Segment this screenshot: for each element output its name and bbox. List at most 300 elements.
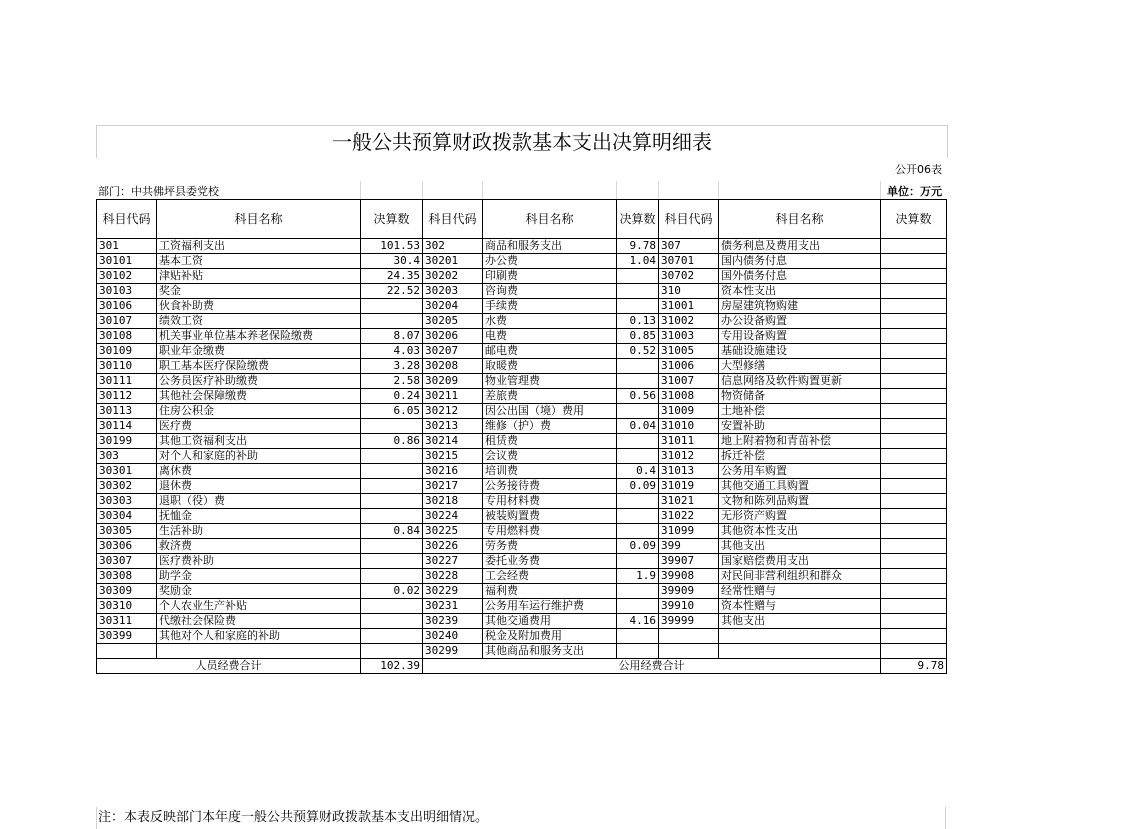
code-cell: 30309 bbox=[97, 584, 157, 599]
name-cell: 医疗费补助 bbox=[157, 554, 361, 569]
table-row bbox=[97, 584, 947, 599]
code-cell: 31005 bbox=[659, 344, 719, 359]
name-cell: 大型修缮 bbox=[719, 359, 881, 374]
public-total-value: 9.78 bbox=[881, 659, 947, 674]
amount-cell bbox=[617, 359, 659, 374]
personnel-total-label: 人员经费合计 bbox=[97, 659, 361, 674]
code-cell: 39999 bbox=[659, 614, 719, 629]
name-cell: 文物和陈列品购置 bbox=[719, 494, 881, 509]
name-cell: 公务用车购置 bbox=[719, 464, 881, 479]
code-cell: 31010 bbox=[659, 419, 719, 434]
amount-cell: 0.84 bbox=[361, 524, 423, 539]
name-cell: 公务接待费 bbox=[483, 479, 617, 494]
code-cell: 30311 bbox=[97, 614, 157, 629]
amount-cell: 101.53 bbox=[361, 239, 423, 254]
name-cell: 工会经费 bbox=[483, 569, 617, 584]
code-cell: 30202 bbox=[423, 269, 483, 284]
amount-cell bbox=[361, 539, 423, 554]
code-cell: 30226 bbox=[423, 539, 483, 554]
name-cell: 离休费 bbox=[157, 464, 361, 479]
name-cell: 房屋建筑物购建 bbox=[719, 299, 881, 314]
column-header: 决算数 bbox=[361, 200, 423, 239]
amount-cell bbox=[881, 374, 947, 389]
amount-cell bbox=[881, 389, 947, 404]
name-cell: 办公费 bbox=[483, 254, 617, 269]
code-cell: 30229 bbox=[423, 584, 483, 599]
name-cell: 信息网络及软件购置更新 bbox=[719, 374, 881, 389]
name-cell: 其他商品和服务支出 bbox=[483, 644, 617, 659]
amount-cell bbox=[361, 299, 423, 314]
code-cell: 30228 bbox=[423, 569, 483, 584]
name-cell: 劳务费 bbox=[483, 539, 617, 554]
name-cell: 其他对个人和家庭的补助 bbox=[157, 629, 361, 644]
name-cell: 其他支出 bbox=[719, 539, 881, 554]
code-cell: 30205 bbox=[423, 314, 483, 329]
amount-cell bbox=[361, 614, 423, 629]
name-cell: 奖金 bbox=[157, 284, 361, 299]
code-cell: 30111 bbox=[97, 374, 157, 389]
name-cell: 商品和服务支出 bbox=[483, 239, 617, 254]
table-body bbox=[97, 239, 947, 659]
amount-cell bbox=[881, 269, 947, 284]
amount-cell bbox=[881, 629, 947, 644]
code-cell: 30204 bbox=[423, 299, 483, 314]
name-cell: 其他资本性支出 bbox=[719, 524, 881, 539]
name-cell: 职工基本医疗保险缴费 bbox=[157, 359, 361, 374]
amount-cell bbox=[617, 404, 659, 419]
amount-cell bbox=[361, 644, 423, 659]
amount-cell bbox=[881, 359, 947, 374]
amount-cell bbox=[881, 344, 947, 359]
code-cell: 30113 bbox=[97, 404, 157, 419]
table-row bbox=[97, 479, 947, 494]
amount-cell bbox=[361, 494, 423, 509]
name-cell: 因公出国（境）费用 bbox=[483, 404, 617, 419]
name-cell: 奖励金 bbox=[157, 584, 361, 599]
name-cell: 代缴社会保险费 bbox=[157, 614, 361, 629]
name-cell: 伙食补助费 bbox=[157, 299, 361, 314]
amount-cell bbox=[881, 524, 947, 539]
footnote: 注：本表反映部门本年度一般公共预算财政拨款基本支出明细情况。 bbox=[98, 810, 489, 825]
table-row bbox=[97, 284, 947, 299]
table-row bbox=[97, 539, 947, 554]
name-cell: 基本工资 bbox=[157, 254, 361, 269]
grid-line bbox=[422, 181, 423, 199]
name-cell: 其他工资福利支出 bbox=[157, 434, 361, 449]
code-cell: 31019 bbox=[659, 479, 719, 494]
table-row bbox=[97, 344, 947, 359]
grid-line bbox=[658, 181, 659, 199]
amount-cell bbox=[881, 419, 947, 434]
code-cell: 307 bbox=[659, 239, 719, 254]
amount-cell bbox=[361, 449, 423, 464]
amount-cell bbox=[617, 629, 659, 644]
name-cell: 基础设施建设 bbox=[719, 344, 881, 359]
name-cell: 租赁费 bbox=[483, 434, 617, 449]
name-cell: 其他交通工具购置 bbox=[719, 479, 881, 494]
name-cell: 救济费 bbox=[157, 539, 361, 554]
amount-cell: 4.03 bbox=[361, 344, 423, 359]
name-cell: 退职（役）费 bbox=[157, 494, 361, 509]
code-cell: 31021 bbox=[659, 494, 719, 509]
amount-cell bbox=[881, 644, 947, 659]
personnel-total-value: 102.39 bbox=[361, 659, 423, 674]
column-header: 科目名称 bbox=[719, 200, 881, 239]
code-cell: 310 bbox=[659, 284, 719, 299]
table-row bbox=[97, 299, 947, 314]
amount-cell bbox=[361, 629, 423, 644]
amount-cell: 6.05 bbox=[361, 404, 423, 419]
amount-cell: 0.02 bbox=[361, 584, 423, 599]
department-label: 部门：中共佛坪县委党校 bbox=[98, 185, 219, 198]
amount-cell bbox=[881, 284, 947, 299]
code-cell: 302 bbox=[423, 239, 483, 254]
column-header: 科目代码 bbox=[97, 200, 157, 239]
name-cell: 地上附着物和青苗补偿 bbox=[719, 434, 881, 449]
amount-cell bbox=[361, 509, 423, 524]
amount-cell bbox=[617, 299, 659, 314]
expenditure-table bbox=[96, 199, 947, 674]
table-row bbox=[97, 359, 947, 374]
table-row bbox=[97, 554, 947, 569]
name-cell: 医疗费 bbox=[157, 419, 361, 434]
amount-cell: 0.13 bbox=[617, 314, 659, 329]
note-border-right bbox=[945, 807, 946, 829]
code-cell: 30108 bbox=[97, 329, 157, 344]
table-row bbox=[97, 464, 947, 479]
unit-label: 单位：万元 bbox=[887, 185, 942, 198]
amount-cell bbox=[617, 284, 659, 299]
amount-cell bbox=[881, 614, 947, 629]
table-row bbox=[97, 614, 947, 629]
name-cell: 债务利息及费用支出 bbox=[719, 239, 881, 254]
name-cell: 福利费 bbox=[483, 584, 617, 599]
amount-cell bbox=[881, 254, 947, 269]
code-cell: 30102 bbox=[97, 269, 157, 284]
amount-cell bbox=[881, 434, 947, 449]
amount-cell: 0.85 bbox=[617, 329, 659, 344]
amount-cell bbox=[617, 644, 659, 659]
amount-cell: 0.09 bbox=[617, 539, 659, 554]
name-cell: 取暖费 bbox=[483, 359, 617, 374]
grid-line bbox=[482, 181, 483, 199]
code-cell: 31099 bbox=[659, 524, 719, 539]
table-number: 公开06表 bbox=[895, 163, 942, 176]
report-title: 一般公共预算财政拨款基本支出决算明细表 bbox=[96, 125, 948, 158]
code-cell: 30240 bbox=[423, 629, 483, 644]
code-cell: 39908 bbox=[659, 569, 719, 584]
code-cell: 301 bbox=[97, 239, 157, 254]
code-cell: 30399 bbox=[97, 629, 157, 644]
code-cell: 30304 bbox=[97, 509, 157, 524]
code-cell: 30106 bbox=[97, 299, 157, 314]
column-header: 科目名称 bbox=[483, 200, 617, 239]
table-row bbox=[97, 314, 947, 329]
code-cell: 30224 bbox=[423, 509, 483, 524]
name-cell: 助学金 bbox=[157, 569, 361, 584]
name-cell: 资本性支出 bbox=[719, 284, 881, 299]
code-cell: 30308 bbox=[97, 569, 157, 584]
amount-cell: 0.09 bbox=[617, 479, 659, 494]
name-cell: 个人农业生产补贴 bbox=[157, 599, 361, 614]
code-cell bbox=[659, 629, 719, 644]
amount-cell: 3.28 bbox=[361, 359, 423, 374]
table-row bbox=[97, 569, 947, 584]
grid-line bbox=[360, 181, 361, 199]
name-cell: 绩效工资 bbox=[157, 314, 361, 329]
amount-cell: 0.86 bbox=[361, 434, 423, 449]
code-cell: 30215 bbox=[423, 449, 483, 464]
code-cell: 30310 bbox=[97, 599, 157, 614]
column-header: 科目代码 bbox=[659, 200, 719, 239]
code-cell: 31008 bbox=[659, 389, 719, 404]
amount-cell: 0.4 bbox=[617, 464, 659, 479]
name-cell: 咨询费 bbox=[483, 284, 617, 299]
amount-cell: 1.04 bbox=[617, 254, 659, 269]
name-cell: 被装购置费 bbox=[483, 509, 617, 524]
code-cell: 30218 bbox=[423, 494, 483, 509]
amount-cell: 22.52 bbox=[361, 284, 423, 299]
amount-cell bbox=[881, 569, 947, 584]
name-cell: 物业管理费 bbox=[483, 374, 617, 389]
name-cell: 职业年金缴费 bbox=[157, 344, 361, 359]
amount-cell: 4.16 bbox=[617, 614, 659, 629]
name-cell: 委托业务费 bbox=[483, 554, 617, 569]
code-cell: 31002 bbox=[659, 314, 719, 329]
amount-cell bbox=[617, 599, 659, 614]
amount-cell: 0.56 bbox=[617, 389, 659, 404]
table-row bbox=[97, 239, 947, 254]
table-row bbox=[97, 374, 947, 389]
name-cell: 津贴补贴 bbox=[157, 269, 361, 284]
code-cell: 30701 bbox=[659, 254, 719, 269]
grid-line bbox=[880, 181, 881, 199]
amount-cell: 0.24 bbox=[361, 389, 423, 404]
code-cell: 31012 bbox=[659, 449, 719, 464]
code-cell: 30239 bbox=[423, 614, 483, 629]
amount-cell bbox=[881, 329, 947, 344]
header-row bbox=[97, 200, 947, 239]
code-cell: 30203 bbox=[423, 284, 483, 299]
amount-cell: 30.4 bbox=[361, 254, 423, 269]
code-cell: 30299 bbox=[423, 644, 483, 659]
table-row bbox=[97, 524, 947, 539]
name-cell: 公务员医疗补助缴费 bbox=[157, 374, 361, 389]
amount-cell bbox=[361, 419, 423, 434]
amount-cell: 9.78 bbox=[617, 239, 659, 254]
code-cell: 30212 bbox=[423, 404, 483, 419]
amount-cell bbox=[881, 554, 947, 569]
code-cell: 399 bbox=[659, 539, 719, 554]
amount-cell bbox=[361, 464, 423, 479]
code-cell: 30103 bbox=[97, 284, 157, 299]
name-cell: 培训费 bbox=[483, 464, 617, 479]
amount-cell bbox=[617, 584, 659, 599]
amount-cell bbox=[361, 599, 423, 614]
table-row bbox=[97, 419, 947, 434]
amount-cell bbox=[881, 539, 947, 554]
name-cell: 维修（护）费 bbox=[483, 419, 617, 434]
name-cell: 税金及附加费用 bbox=[483, 629, 617, 644]
name-cell: 生活补助 bbox=[157, 524, 361, 539]
column-header: 决算数 bbox=[881, 200, 947, 239]
amount-cell bbox=[617, 374, 659, 389]
code-cell: 30110 bbox=[97, 359, 157, 374]
name-cell: 印刷费 bbox=[483, 269, 617, 284]
amount-cell: 0.04 bbox=[617, 419, 659, 434]
code-cell: 30702 bbox=[659, 269, 719, 284]
name-cell: 其他社会保障缴费 bbox=[157, 389, 361, 404]
name-cell: 专用设备购置 bbox=[719, 329, 881, 344]
code-cell: 31003 bbox=[659, 329, 719, 344]
name-cell: 资本性赠与 bbox=[719, 599, 881, 614]
table-row bbox=[97, 329, 947, 344]
table-row bbox=[97, 434, 947, 449]
name-cell: 物资储备 bbox=[719, 389, 881, 404]
code-cell: 30209 bbox=[423, 374, 483, 389]
name-cell: 其他支出 bbox=[719, 614, 881, 629]
code-cell: 30207 bbox=[423, 344, 483, 359]
name-cell: 经常性赠与 bbox=[719, 584, 881, 599]
code-cell: 31013 bbox=[659, 464, 719, 479]
code-cell: 30112 bbox=[97, 389, 157, 404]
table-row bbox=[97, 269, 947, 284]
amount-cell bbox=[881, 584, 947, 599]
amount-cell bbox=[617, 494, 659, 509]
amount-cell bbox=[881, 509, 947, 524]
name-cell: 差旅费 bbox=[483, 389, 617, 404]
amount-cell bbox=[617, 509, 659, 524]
name-cell: 国家赔偿费用支出 bbox=[719, 554, 881, 569]
name-cell: 办公设备购置 bbox=[719, 314, 881, 329]
code-cell bbox=[97, 644, 157, 659]
name-cell: 专用材料费 bbox=[483, 494, 617, 509]
code-cell: 31007 bbox=[659, 374, 719, 389]
code-cell: 30217 bbox=[423, 479, 483, 494]
name-cell: 水费 bbox=[483, 314, 617, 329]
code-cell: 31001 bbox=[659, 299, 719, 314]
code-cell: 303 bbox=[97, 449, 157, 464]
code-cell: 30114 bbox=[97, 419, 157, 434]
amount-cell bbox=[361, 554, 423, 569]
name-cell: 手续费 bbox=[483, 299, 617, 314]
table-row bbox=[97, 254, 947, 269]
name-cell bbox=[719, 629, 881, 644]
table-row bbox=[97, 599, 947, 614]
code-cell: 30199 bbox=[97, 434, 157, 449]
name-cell: 专用燃料费 bbox=[483, 524, 617, 539]
code-cell bbox=[659, 644, 719, 659]
code-cell: 30302 bbox=[97, 479, 157, 494]
code-cell: 30301 bbox=[97, 464, 157, 479]
code-cell: 30213 bbox=[423, 419, 483, 434]
name-cell: 国内债务付息 bbox=[719, 254, 881, 269]
code-cell: 30231 bbox=[423, 599, 483, 614]
code-cell: 30206 bbox=[423, 329, 483, 344]
name-cell: 其他交通费用 bbox=[483, 614, 617, 629]
grid-line bbox=[718, 181, 719, 199]
amount-cell bbox=[361, 479, 423, 494]
amount-cell: 0.52 bbox=[617, 344, 659, 359]
public-total-label: 公用经费合计 bbox=[423, 659, 881, 674]
amount-cell: 24.35 bbox=[361, 269, 423, 284]
code-cell: 30201 bbox=[423, 254, 483, 269]
name-cell: 电费 bbox=[483, 329, 617, 344]
code-cell: 30216 bbox=[423, 464, 483, 479]
name-cell: 工资福利支出 bbox=[157, 239, 361, 254]
code-cell: 30305 bbox=[97, 524, 157, 539]
name-cell: 土地补偿 bbox=[719, 404, 881, 419]
amount-cell bbox=[881, 479, 947, 494]
amount-cell bbox=[617, 434, 659, 449]
amount-cell bbox=[361, 314, 423, 329]
table-row bbox=[97, 509, 947, 524]
code-cell: 30306 bbox=[97, 539, 157, 554]
amount-cell bbox=[881, 239, 947, 254]
code-cell: 30107 bbox=[97, 314, 157, 329]
code-cell: 30227 bbox=[423, 554, 483, 569]
amount-cell: 8.07 bbox=[361, 329, 423, 344]
name-cell: 对个人和家庭的补助 bbox=[157, 449, 361, 464]
totals-row bbox=[97, 659, 947, 674]
amount-cell bbox=[617, 269, 659, 284]
code-cell: 39909 bbox=[659, 584, 719, 599]
amount-cell bbox=[881, 299, 947, 314]
code-cell: 30211 bbox=[423, 389, 483, 404]
name-cell: 安置补助 bbox=[719, 419, 881, 434]
table-row bbox=[97, 494, 947, 509]
amount-cell bbox=[881, 599, 947, 614]
name-cell: 无形资产购置 bbox=[719, 509, 881, 524]
amount-cell bbox=[617, 554, 659, 569]
code-cell: 30225 bbox=[423, 524, 483, 539]
amount-cell bbox=[617, 524, 659, 539]
amount-cell bbox=[881, 314, 947, 329]
grid-line bbox=[616, 181, 617, 199]
code-cell: 31006 bbox=[659, 359, 719, 374]
amount-cell bbox=[361, 569, 423, 584]
amount-cell bbox=[881, 464, 947, 479]
amount-cell bbox=[881, 494, 947, 509]
column-header: 科目代码 bbox=[423, 200, 483, 239]
code-cell: 30101 bbox=[97, 254, 157, 269]
table-row bbox=[97, 449, 947, 464]
amount-cell bbox=[881, 404, 947, 419]
name-cell bbox=[157, 644, 361, 659]
table-row bbox=[97, 404, 947, 419]
table-row bbox=[97, 389, 947, 404]
name-cell: 机关事业单位基本养老保险缴费 bbox=[157, 329, 361, 344]
name-cell: 邮电费 bbox=[483, 344, 617, 359]
name-cell: 公务用车运行维护费 bbox=[483, 599, 617, 614]
amount-cell bbox=[617, 449, 659, 464]
code-cell: 30214 bbox=[423, 434, 483, 449]
note-border-left bbox=[96, 807, 97, 829]
amount-cell: 1.9 bbox=[617, 569, 659, 584]
code-cell: 39910 bbox=[659, 599, 719, 614]
code-cell: 31022 bbox=[659, 509, 719, 524]
amount-cell: 2.58 bbox=[361, 374, 423, 389]
code-cell: 39907 bbox=[659, 554, 719, 569]
name-cell: 国外债务付息 bbox=[719, 269, 881, 284]
name-cell: 会议费 bbox=[483, 449, 617, 464]
name-cell: 住房公积金 bbox=[157, 404, 361, 419]
name-cell: 拆迁补偿 bbox=[719, 449, 881, 464]
code-cell: 31009 bbox=[659, 404, 719, 419]
code-cell: 30307 bbox=[97, 554, 157, 569]
column-header: 科目名称 bbox=[157, 200, 361, 239]
code-cell: 30303 bbox=[97, 494, 157, 509]
